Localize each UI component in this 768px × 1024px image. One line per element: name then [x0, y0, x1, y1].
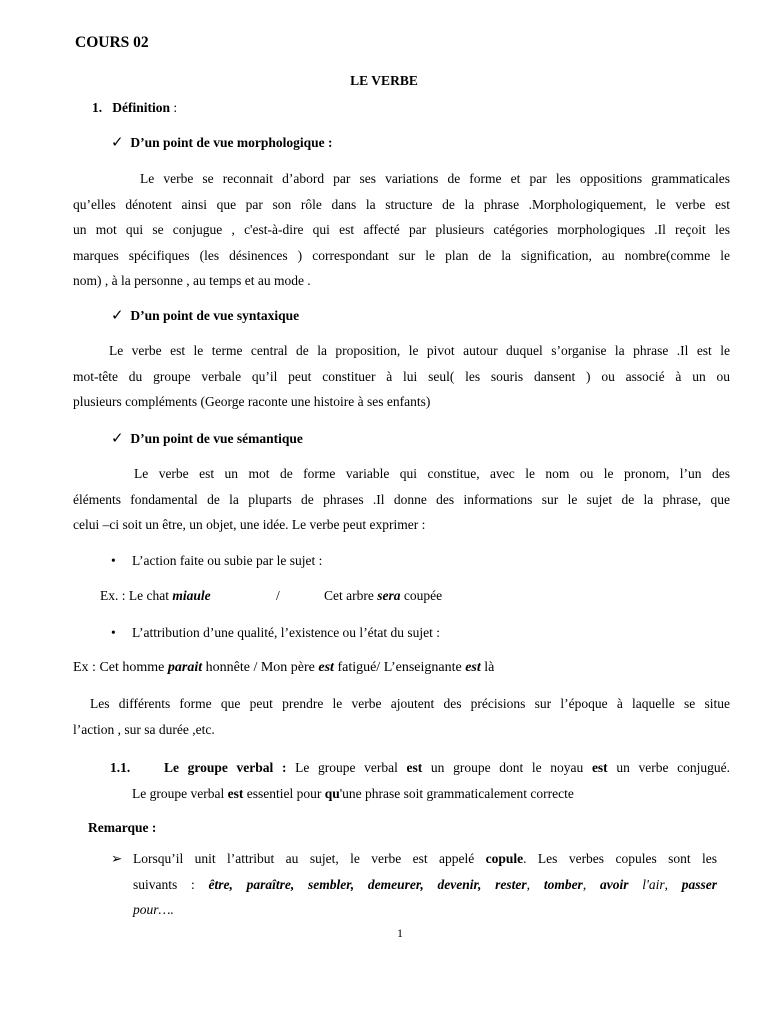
definition-heading: 1. Définition :: [92, 100, 178, 115]
group-paragraph: [164, 755, 730, 781]
page-title: LE VERBE: [350, 73, 418, 88]
forms-paragraph: [73, 691, 730, 742]
example-verb: sera: [377, 588, 401, 603]
paragraph-line: suivants : être, paraître, sembler, demeurer, devenir, rester, tomber, avoir l'air, passer: [133, 876, 718, 892]
paragraph-line: Lorsqu’il unit l’attribut au sujet, le verbe est appelé copule. Les verbes copules sont les: [133, 851, 717, 866]
bullet-item: [111, 620, 116, 646]
bullet-text: L’action faite ou subie par le sujet :: [132, 553, 323, 568]
paragraph-line: Le verbe est un mot de forme variable qui constitue, avec le nom ou le pronom, l’un des: [134, 466, 730, 481]
paragraph-line: mot-tête du groupe verbale qu’il peut constituer à lui seul( les souris dansent ) ou associé à un ou: [73, 368, 730, 384]
semantic-paragraph: [73, 461, 730, 538]
bullet-icon: •: [111, 553, 116, 568]
page-number: 1: [397, 926, 403, 940]
morph-paragraph: [73, 166, 730, 294]
definition-number: 1.: [92, 100, 103, 115]
check-icon: ✓: [111, 308, 124, 324]
paragraph-line: nom) , à la personne , au temps et au mode .: [73, 273, 311, 288]
paragraph-line: marques spécifiques (les désinences ) correspondant sur le plan de la signification, au nombre(comme le: [73, 247, 730, 263]
paragraph-line: un mot qui se conjugue , c'est-à-dire qui est affecté par plusieurs catégories morphologiques .Il reçoit les: [73, 222, 730, 237]
paragraph-line: l’action , sur sa durée ,etc.: [73, 721, 215, 737]
example-line: Ex. : Le chat miaule: [100, 588, 211, 603]
semantic-heading: ✓ D’un point de vue sémantique: [111, 431, 303, 447]
paragraph-line: Les différents forme que peut prendre le verbe ajoutent des précisions sur l’époque à laquelle se situe: [90, 696, 730, 711]
section-title: Le groupe verbal :: [164, 760, 287, 775]
paragraph-line: Le groupe verbal : Le groupe verbal est un groupe dont le noyau est un verbe conjugué.: [164, 760, 730, 775]
bullet-icon: •: [111, 625, 116, 640]
example-verb: parait: [167, 660, 203, 675]
course-number: COURS 02: [75, 34, 149, 51]
example-line: Cet arbre sera coupée: [324, 588, 443, 603]
check-icon: ✓: [111, 431, 124, 447]
paragraph-line: qu’elles dénotent ainsi que par son rôle dans la structure de la phrase .Morphologiquement, le verbe est: [73, 196, 730, 212]
paragraph-line: Le groupe verbal est essentiel pour qu'une phrase soit grammaticalement correcte: [132, 786, 574, 801]
example-verb: est: [465, 660, 481, 675]
section-number: 1.1.: [110, 760, 131, 775]
bullet-item: [111, 548, 116, 574]
example-line: Ex : Cet homme parait honnête / Mon père est fatigué/ L’enseignante est là: [73, 660, 495, 675]
bullet-text: L’attribution d’une qualité, l’existence ou l’état du sujet :: [132, 625, 441, 640]
paragraph-line: plusieurs compléments (George raconte une histoire à ses enfants): [73, 394, 431, 409]
paragraph-line: éléments fondamental de la pluparts de phrases .Il donne des informations sur le sujet de la phrase, que: [73, 491, 730, 507]
arrow-icon: ➢: [111, 851, 123, 866]
example-verb: miaule: [172, 588, 211, 603]
remark-paragraph: [133, 846, 717, 923]
paragraph-line: celui –ci soit un être, un objet, une idée. Le verbe peut exprimer :: [73, 517, 426, 532]
paragraph-line: Le verbe est le terme central de la proposition, le pivot autour duquel s’organise la phrase .Il est le: [109, 343, 730, 358]
remark-title: Remarque :: [88, 820, 157, 835]
paragraph-line: Le verbe se reconnait d’abord par ses variations de forme et par les oppositions grammaticales: [140, 171, 730, 186]
definition-label: Définition: [112, 100, 171, 115]
example-verb: est: [318, 660, 334, 675]
morph-heading: ✓ D’un point de vue morphologique :: [111, 135, 333, 151]
syntax-paragraph: [73, 338, 730, 415]
paragraph-line: pour….: [133, 902, 174, 917]
example-separator: /: [276, 588, 280, 603]
check-icon: ✓: [111, 135, 124, 151]
syntax-heading: ✓ D’un point de vue syntaxique: [111, 308, 300, 324]
